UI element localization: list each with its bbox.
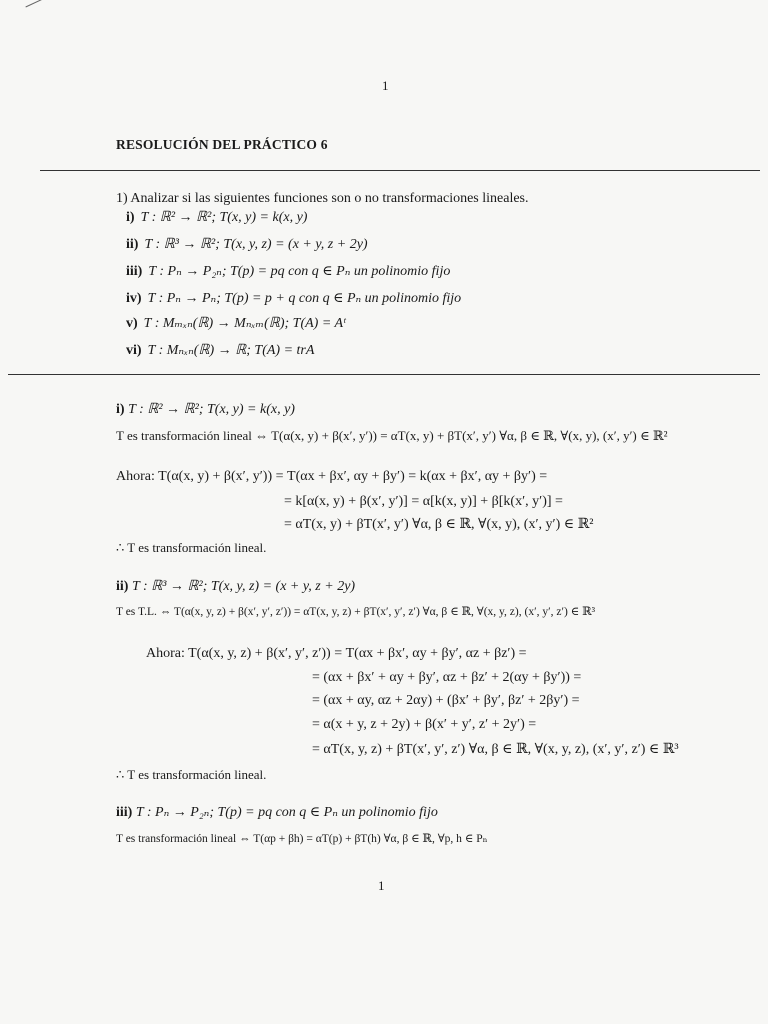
solution-definition: T es T.L. ⇔ T(α(x, y, z) + β(x′, y′, z′)) = αT(x, y, z) + βT(x′, y′, z′) ∀α, β ∈ ℝ, ∀(x, y, z), (x′, y′, z′) ∈ ℝ³ [116,606,596,618]
exercise-item: iii) T : Pₙ → P₂ₙ; T(p) = pq con q ∈ Pₙ un polinomio fijo [126,264,451,279]
exercise-item: iv) T : Pₙ → Pₙ; T(p) = p + q con q ∈ Pₙ un polinomio fijo [126,291,462,306]
solution-definition: T es transformación lineal ⇔ T(αp + βh) = αT(p) + βT(h) ∀α, β ∈ ℝ, ∀p, h ∈ Pₙ [116,833,488,845]
solution-heading: ii) T : ℝ³ → ℝ²; T(x, y, z) = (x + y, z + 2y) [116,579,356,594]
divider-middle [8,374,760,375]
solution-conclusion: ∴ T es transformación lineal. [116,767,267,782]
footer-page-number: 1 [378,878,385,893]
exercise-item: vi) T : Mₙₓₙ(ℝ) → ℝ; T(A) = trA [126,343,315,358]
scan-mark [25,0,46,13]
solution-step: = k[α(x, y) + β(x′, y′)] = α[k(x, y)] + β[k(x′, y′)] = [284,494,563,509]
exercise-intro: 1) Analizar si las siguientes funciones son o no transformaciones lineales. [116,191,529,206]
solution-step: = αT(x, y) + βT(x′, y′) ∀α, β ∈ ℝ, ∀(x, y), (x′, y′) ∈ ℝ² [284,517,594,532]
document-title: RESOLUCIÓN DEL PRÁCTICO 6 [116,137,328,152]
solution-step: Ahora: T(α(x, y) + β(x′, y′)) = T(αx + βx′, αy + βy′) = k(αx + βx′, αy + βy′) = [116,469,548,484]
exercise-item: v) T : Mₘₓₙ(ℝ) → Mₙₓₘ(ℝ); T(A) = Aᵗ [126,316,346,331]
solution-step: = αT(x, y, z) + βT(x′, y′, z′) ∀α, β ∈ ℝ, ∀(x, y, z), (x′, y′, z′) ∈ ℝ³ [312,742,679,757]
solution-heading: i) T : ℝ² → ℝ²; T(x, y) = k(x, y) [116,402,295,417]
solution-step: = (αx + βx′ + αy + βy′, αz + βz′ + 2(αy + βy′)) = [312,670,582,685]
solution-step: Ahora: T(α(x, y, z) + β(x′, y′, z′)) = T(αx + βx′, αy + βy′, αz + βz′) = [146,646,527,661]
header-page-number: 1 [382,78,389,93]
solution-definition: T es transformación lineal ⇔ T(α(x, y) + β(x′, y′)) = αT(x, y) + βT(x′, y′) ∀α, β ∈ ℝ, ∀(x, y), (x′, y′) ∈ ℝ² [116,428,668,443]
solution-heading: iii) T : Pₙ → P₂ₙ; T(p) = pq con q ∈ Pₙ un polinomio fijo [116,805,438,820]
exercise-item: i) T : ℝ² → ℝ²; T(x, y) = k(x, y) [126,210,308,225]
solution-step: = (αx + αy, αz + 2αy) + (βx′ + βy′, βz′ + 2βy′) = [312,693,580,708]
solution-conclusion: ∴ T es transformación lineal. [116,540,267,555]
divider-top [40,170,760,171]
solution-step: = α(x + y, z + 2y) + β(x′ + y′, z′ + 2y′) = [312,717,537,732]
exercise-item: ii) T : ℝ³ → ℝ²; T(x, y, z) = (x + y, z + 2y) [126,237,368,252]
